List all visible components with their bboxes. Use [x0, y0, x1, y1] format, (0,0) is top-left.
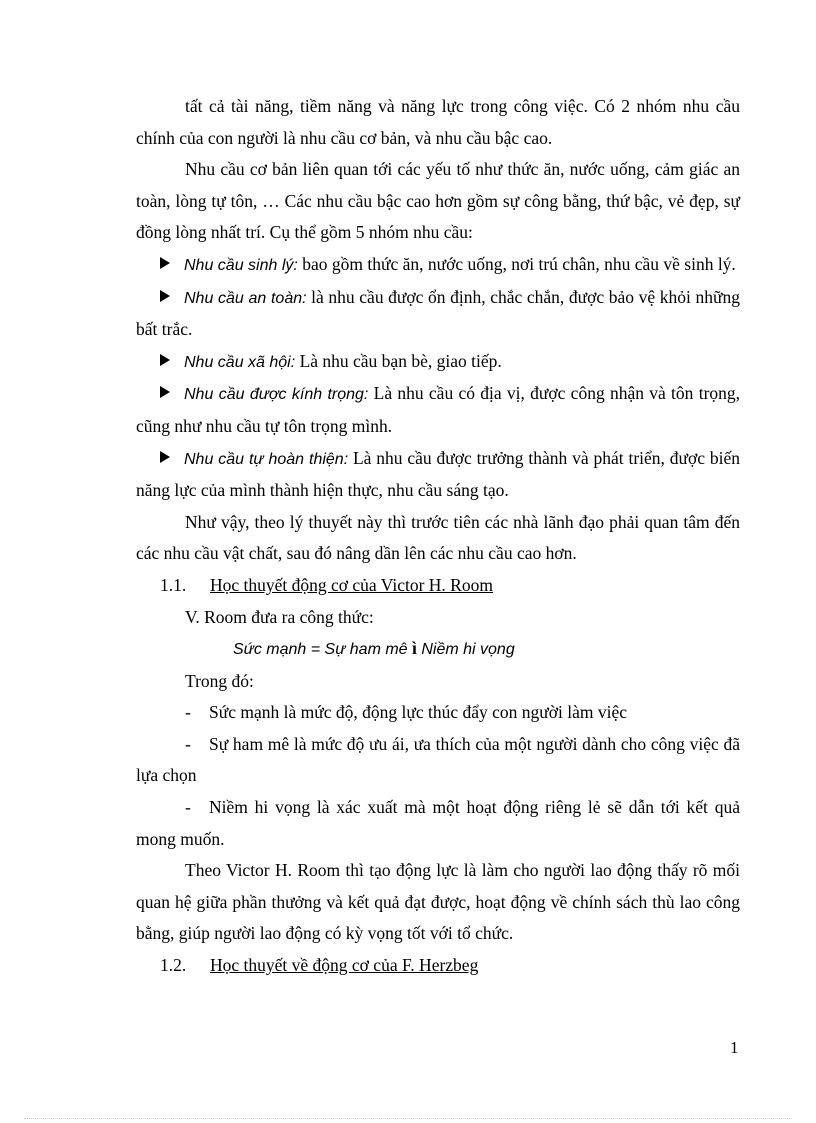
body-text: [136, 91, 740, 982]
need-item: [136, 249, 740, 282]
text-line: bậc, vẻ đẹp, sự đồng lòng nhất trí. Cụ thể gồm 5 nhóm nhu cầu:: [136, 190, 740, 243]
section-number: 1.1.: [160, 574, 187, 595]
definition-text: Niềm hi vọng là xác xuất mà một hoạt động riêng lẻ sẽ dẫn tới kết: [209, 797, 708, 818]
definition-text: Sự ham mê là mức độ ưu ái, ưa thích của một người dành cho công: [209, 733, 685, 754]
formula-right: Niềm hi vọng: [416, 641, 515, 659]
section-heading: [136, 570, 740, 602]
need-item: [136, 282, 740, 346]
arrow-bullet-icon: [160, 290, 170, 302]
page-number: 1: [730, 1038, 739, 1057]
section-number: 1.2.: [160, 955, 187, 976]
page-bottom-divider: [24, 1118, 792, 1119]
paragraph-intro: [136, 91, 740, 154]
section-heading: [136, 950, 740, 982]
formula-intro: V. Room đưa ra công thức:: [185, 606, 374, 627]
need-term: Nhu cầu xã hội:: [184, 353, 296, 371]
formula: [136, 633, 740, 666]
text-line: cầu chính của con người là nhu cầu cơ bản, và nhu cầu bậc cao.: [136, 96, 740, 148]
need-term: Nhu cầu sinh lý:: [184, 256, 298, 274]
formula-operator: ì: [412, 638, 417, 659]
paragraph-basic-needs: [136, 154, 740, 249]
need-cont: khỏi những bất trắc.: [136, 286, 740, 340]
dash-bullet: -: [185, 733, 191, 754]
paragraph-room-conclusion: [136, 855, 740, 950]
section-title: Học thuyết động cơ của Victor H. Room: [210, 574, 493, 595]
text-line: Theo Victor H. Room thì tạo động lực là làm cho người lao động thấy: [185, 860, 688, 881]
arrow-bullet-icon: [160, 354, 170, 366]
text-line: tâm đến các nhu cầu vật chất, sau đó nâng dần lên các nhu cầu cao hơn.: [136, 511, 741, 564]
text-line: rõ mối quan hệ giữa phần thưởng và kết quả đạt được, hoạt động về chính: [136, 860, 740, 912]
need-cont: sinh lý.: [684, 253, 736, 274]
need-term: Nhu cầu tự hoàn thiện:: [184, 450, 349, 468]
text-line: Như vậy, theo lý thuyết này thì trước tiên các nhà lãnh đạo phải quan: [185, 511, 679, 532]
need-item: [136, 443, 740, 507]
definition-item: [136, 792, 740, 855]
text-line: sách thù lao công bằng, giúp người lao động có kỳ vọng tốt với tổ chức.: [136, 891, 741, 944]
need-desc: Là nhu cầu bạn bè, giao tiếp.: [295, 350, 502, 371]
arrow-bullet-icon: [160, 451, 170, 463]
need-term: Nhu cầu được kính trọng:: [184, 386, 369, 404]
text-line: Nhu cầu cơ bản liên quan tới các yếu tố như thức ăn, nước uống, cảm: [185, 159, 684, 180]
need-desc: là nhu cầu được ổn định, chắc chắn, được bảo vệ: [306, 286, 656, 307]
definition-cont: quả mong muốn.: [136, 797, 741, 849]
dash-bullet: -: [185, 797, 191, 818]
arrow-bullet-icon: [160, 386, 170, 398]
definition-item: [136, 697, 740, 729]
need-item: [136, 378, 740, 442]
text-line: giác an toàn, lòng tự tôn, … Các nhu cầu bậc cao hơn gồm sự công bằng, thứ: [136, 159, 740, 211]
definition-item: [136, 729, 740, 792]
need-desc: Là nhu cầu được trưởng thành và phát triển,: [348, 447, 665, 468]
need-term: Nhu cầu an toàn:: [184, 289, 307, 307]
definition-text: Sức mạnh là mức độ, động lực thúc đẩy con người làm việc: [209, 702, 628, 723]
definition-cont: việc đã lựa chọn: [136, 733, 740, 786]
need-desc: Là nhu cầu có địa vị, được công nhận và tôn: [368, 383, 694, 404]
text-line: tất cả tài năng, tiềm năng và năng lực trong công việc. Có 2 nhóm nhu: [185, 96, 710, 116]
need-desc: bao gồm thức ăn, nước uống, nơi trú chân, nhu cầu về: [297, 253, 680, 274]
need-item: [136, 346, 740, 379]
paragraph-conclusion: [136, 507, 740, 570]
need-cont: trọng, cũng như nhu cầu tự tôn trọng mình.: [136, 383, 741, 436]
section-title: Học thuyết về động cơ của F. Herzbeg: [210, 955, 479, 976]
where-label: Trong đó:: [185, 670, 254, 691]
arrow-bullet-icon: [160, 257, 170, 269]
formula-left: Sức mạnh = Sự ham mê: [233, 641, 413, 659]
need-cont: được biến năng lực của mình thành hiện thực, nhu cầu sáng tạo.: [136, 447, 741, 501]
dash-bullet: -: [185, 702, 191, 723]
